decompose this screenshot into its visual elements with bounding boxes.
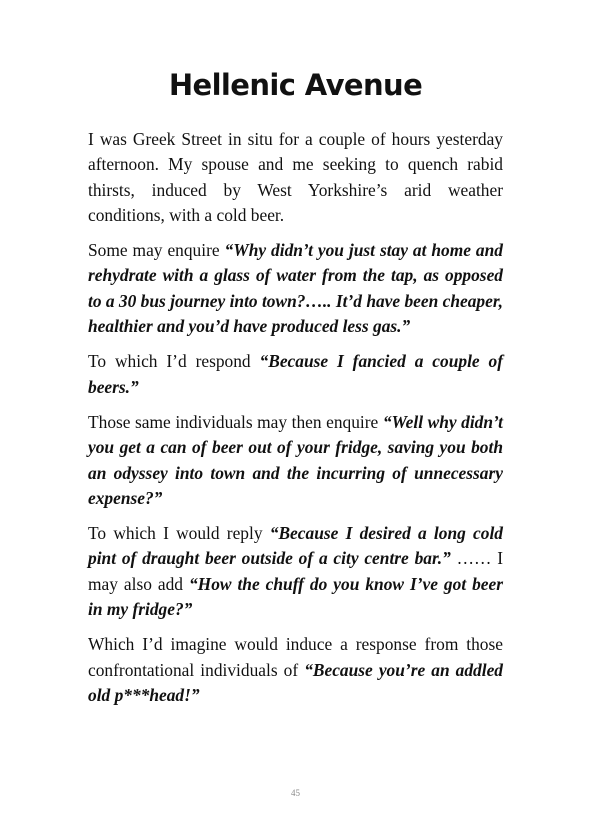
body-text — [88, 127, 503, 718]
paragraph-6 — [88, 632, 503, 708]
quoted-speech: “Because I desired a long cold pint of draught beer outside of a city centre bar.” — [88, 523, 503, 569]
paragraph-4 — [88, 410, 503, 511]
paragraph-middle: …… I may also add — [88, 548, 503, 594]
paragraph-lead: Those same individuals may then enquire — [88, 411, 383, 432]
quoted-speech: “Because I fancied a couple of beers.” — [88, 351, 503, 397]
paragraph-3 — [88, 349, 503, 400]
quoted-speech: “Why didn’t you just stay at home and rehydrate with a glass of water from the tap, as opposed to a 30 bus journey into town?….. It’d have been cheaper, healthier and you’d have produced less gas.” — [88, 240, 503, 337]
paragraph-lead: Some may enquire — [88, 240, 225, 261]
paragraph-2 — [88, 238, 503, 339]
paragraph-lead: To which I would reply — [88, 523, 270, 544]
page-title: Hellenic Avenue — [168, 68, 423, 102]
page-number: 45 — [291, 788, 300, 798]
paragraph-text: I was Greek Street in situ for a couple of hours yesterday afternoon. My spouse and me seeking to quench rabid thirsts, induced by West Yorkshire’s arid weather conditions, with a cold beer. — [88, 129, 503, 225]
quoted-speech: “Because you’re an addled old p***head!” — [88, 659, 503, 705]
quoted-speech-2: “How the chuff do you know I’ve got beer in my fridge?” — [88, 573, 504, 620]
paragraph-1 — [88, 127, 503, 228]
quoted-speech: “Well why didn’t you get a can of beer out of your fridge, saving you both an odyssey into town and the incurring of unnecessary expense?” — [88, 411, 504, 508]
paragraph-5 — [88, 521, 503, 622]
paragraph-lead: To which I’d respond — [88, 351, 260, 372]
paragraph-lead: Which I’d imagine would induce a response from those confrontational individuals of — [88, 634, 503, 680]
